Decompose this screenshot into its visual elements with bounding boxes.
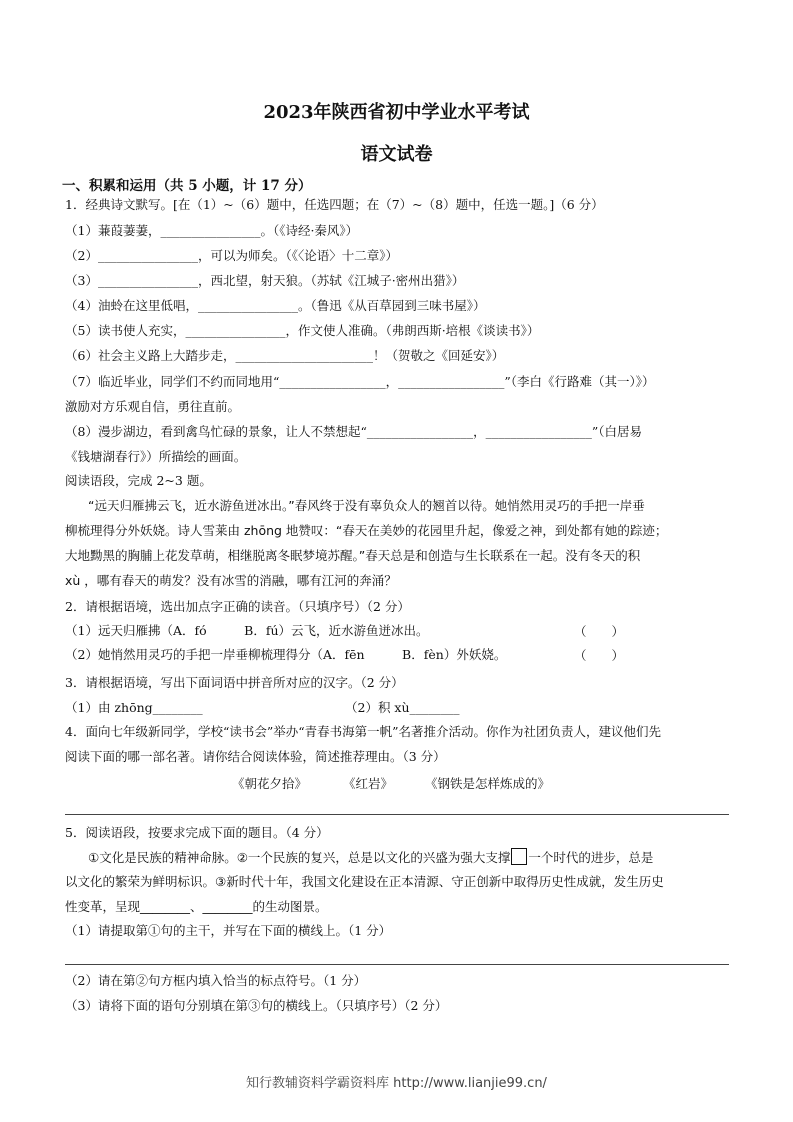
q5-sub-2: （2）请在第②句方框内填入恰当的标点符号。（1 分） [65,973,367,988]
q2-stem: 2．请根据语境，选出加点字正确的读音。（只填序号）（2 分） [65,599,410,614]
passage-line-2: 柳梳理得分外妖娆。诗人雪莱由 zhōng 地赞叹：“春天在美妙的花园里升起，像爱之神，到处都有她的踪迹； [65,523,668,538]
q5-passage-line-1 [88,848,653,867]
q4-stem-2: 阅读下面的哪一部名著。请你结合阅读体验，简述推荐理由。（3 分） [65,749,446,764]
section-heading: 一、积累和运用（共 5 小题，计 17 分） [62,178,312,194]
book-title-1: 《朝花夕拾》 [232,776,308,791]
answer-line-q4[interactable] [65,814,729,815]
q1-line-1: （1）蒹葭萋萋，________________。（《诗经·秦风》） [65,223,359,238]
q5-stem: 5．阅读语段，按要求完成下面的题目。（4 分） [65,825,329,840]
answer-line-q5-1[interactable] [65,964,729,965]
q5-passage-line-2: 以文化的繁荣为鲜明标识。③新时代十年，我国文化建设在正本清源、守正创新中取得历史性成就，发生历史 [65,874,664,889]
passage-line-4: xù ，哪有春天的萌发？没有冰雪的消融，哪有江河的奔涌？ [65,573,397,588]
q2-answer-2[interactable]: （ ） [574,648,625,663]
q3-stem: 3．请根据语境，写出下面词语中拼音所对应的汉字。（2 分） [65,675,404,690]
q5-sub-1: （1）请提取第①句的主干，并写在下面的横线上。（1 分） [65,923,392,938]
reading-intro: 阅读语段，完成 2~3 题。 [65,473,212,488]
q1-stem: 1．经典诗文默写。[在（1）~（6）题中，任选四题；在（7）~（8）题中，任选一题。]（6 分） [65,197,604,212]
q1-line-4: （4）油蛉在这里低唱，________________。（鲁迅《从百草园到三味书屋》） [65,298,486,313]
q5-passage-1a: ①文化是民族的精神命脉。②一个民族的复兴，总是以文化的兴盛为强大支撑 [88,850,511,865]
q1-line-7: （7）临近毕业，同学们不约而同地用“_________________，_________________”（李白《行路难（其一）》） [65,374,655,389]
punctuation-box[interactable] [511,848,527,865]
passage-line-1: “远天归雁拂云飞，近水游鱼迸冰出。”春风终于没有辜负众人的翘首以待。她悄然用灵巧的手把一岸垂 [88,498,645,513]
exam-title: 2023年陕西省初中学业水平考试 [263,102,530,123]
exam-subtitle: 语文试卷 [360,144,433,165]
passage-line-3: 大地黝黑的胸脯上花发草萌，相继脱离冬眠梦境苏醒。”春天总是和创造与生长联系在一起。没有冬天的积 [65,548,641,563]
q1-line-8b: 《钱塘湖春行》）所描绘的画面。 [65,449,247,464]
book-title-2: 《红岩》 [343,776,394,791]
footer-watermark: 知行教辅资料学霸资料库 http://www.lianjie99.cn/ [246,1076,547,1091]
q1-line-6: （6）社会主义路上大踏步走，______________________！（贺敬之《回延安》） [65,348,505,363]
q1-line-5: （5）读书使人充实，________________，作文使人准确。（弗朗西斯·培根《谈读书》） [65,323,540,338]
q1-line-2: （2）________________，可以为师矣。（《〈论语〉十二章》） [65,248,398,263]
q2-item-1: （1）远天归雁拂（A．fó B．fú）云飞，近水游鱼迸冰出。 [65,623,429,638]
book-title-3: 《钢铁是怎样炼成的》 [425,776,551,791]
q4-stem-1: 4．面向七年级新同学，学校“读书会”举办“青春书海第一帆”名著推介活动。你作为社团负责人，建议他们先 [65,724,662,739]
q5-passage-line-3: 性变革，呈现________、________的生动图景。 [65,899,328,914]
q5-sub-3: （3）请将下面的语句分别填在第③句的横线上。（只填序号）（2 分） [65,998,448,1013]
q1-line-3: （3）________________，西北望，射天狼。（苏轼《江城子·密州出猎》） [65,273,465,288]
q2-item-2: （2）她悄然用灵巧的手把一岸垂柳梳理得分（A．fēn B．fèn）外妖娆。 [65,647,507,662]
q3-item-1[interactable]: （1）由 zhōng________ [65,700,203,715]
q1-line-7b: 激励对方乐观自信，勇往直前。 [65,399,241,414]
q2-answer-1[interactable]: （ ） [574,624,625,639]
q3-item-2[interactable]: （2）积 xù________ [345,700,460,715]
q5-passage-1b: 一个时代的进步，总是 [528,850,654,865]
q1-line-8: （8）漫步湖边，看到禽鸟忙碌的景象，让人不禁想起“_________________，_________________”（白居易 [65,424,642,439]
